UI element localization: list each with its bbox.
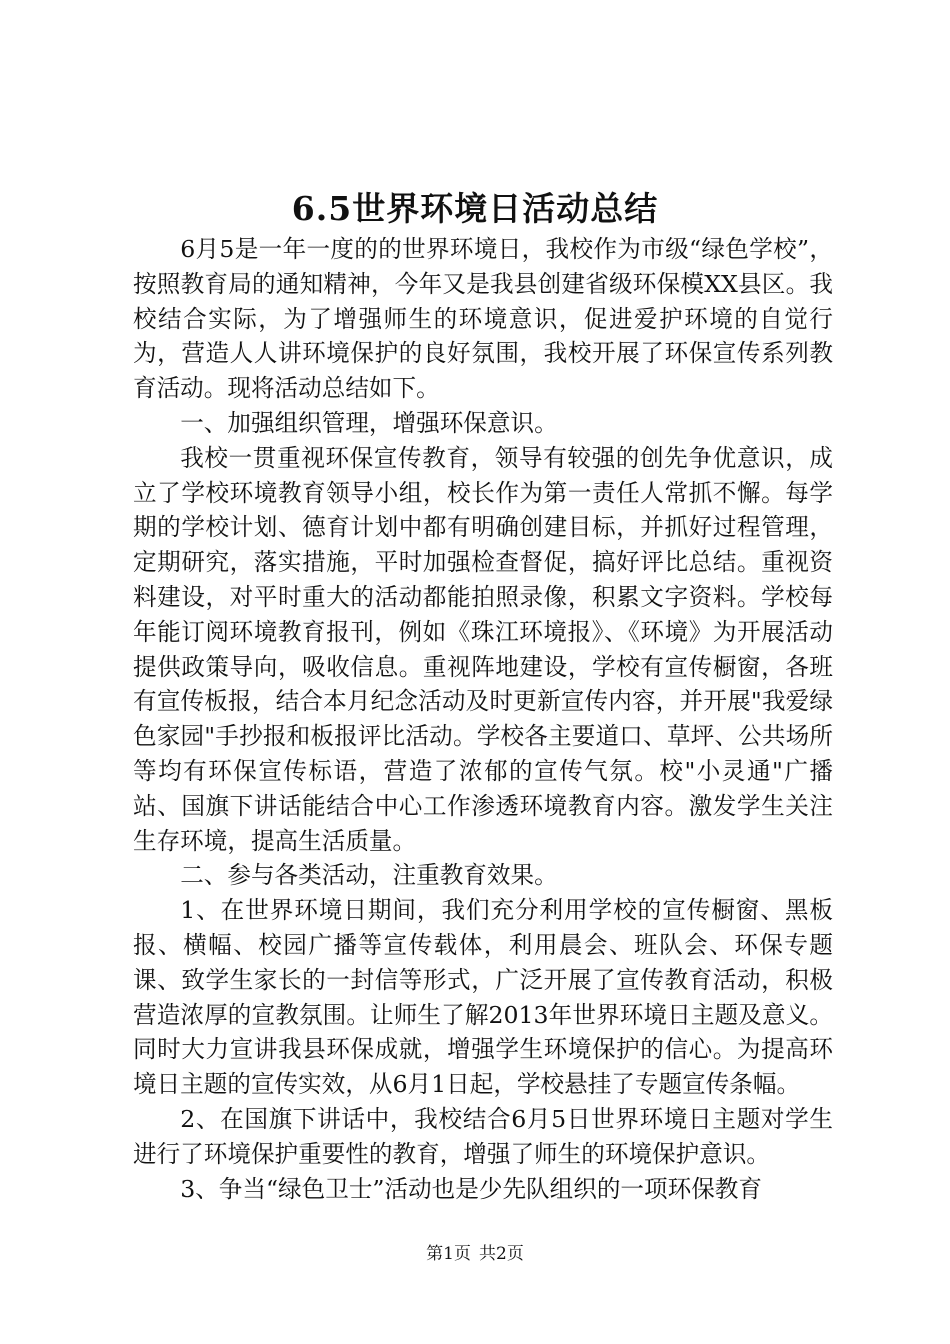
document-title: 6.5世界环境日活动总结 [291,189,659,228]
section-heading-2: 二、参与各类活动，注重教育效果。 [180,861,558,890]
page-number: 第1页 [426,1244,471,1264]
paragraph-item-1: 1、在世界环境日期间，我们充分利用学校的宣传橱窗、黑板报、横幅、校园广播等宣传载体，利用晨会、班队会、环保专题课、致学生家长的一封信等形式，广泛开展了宣传教育活动，积极营造浓厚的宣教氛围。让师生了解2013年世界环境日主题及意义。同时大力宣讲我县环保成就，增强学生环境保护的信心。为提高环境日主题的宣传实效，从6月1日起，学校悬挂了专题宣传条幅。 [133,896,833,1099]
paragraph-section-1: 我校一贯重视环保宣传教育，领导有较强的创先争优意识，成立了学校环境教育领导小组，校长作为第一责任人常抓不懈。每学期的学校计划、德育计划中都有明确创建目标，并抓好过程管理，定期研究，落实措施，平时加强检查督促，搞好评比总结。重视资料建设，对平时重大的活动都能拍照录像，积累文字资料。学校每年能订阅环境教育报刊，例如《珠江环境报》、《环境》为开展活动提供政策导向，吸收信息。重视阵地建设，学校有宣传橱窗，各班有宣传板报，结合本月纪念活动及时更新宣传内容，并开展"我爱绿色家园"手抄报和板报评比活动。学校各主要道口、草坪、公共场所等均有环保宣传标语，营造了浓郁的宣传气氛。校"小灵通"广播站、国旗下讲话能结合中心工作渗透环境教育内容。激发学生关注生存环境，提高生活质量。 [133,443,833,855]
page-footer [0,1243,950,1265]
paragraph-item-2: 2、在国旗下讲话中，我校结合6月5日世界环境日主题对学生进行了环境保护重要性的教育，增强了师生的环境保护意识。 [133,1104,833,1168]
page-total: 共2页 [479,1244,524,1264]
document-body [133,232,833,1206]
paragraph-item-3: 3、争当“绿色卫士”活动也是少先队组织的一项环保教育 [180,1174,762,1203]
section-heading-1: 一、加强组织管理，增强环保意识。 [180,408,558,437]
paragraph-intro: 6月5是一年一度的的世界环境日，我校作为市级“绿色学校”，按照教育局的通知精神，今年又是我县创建省级环保模XX县区。我校结合实际，为了增强师生的环境意识，促进爱护环境的自觉行为，营造人人讲环境保护的良好氛围，我校开展了环保宣传系列教育活动。现将活动总结如下。 [133,235,833,403]
